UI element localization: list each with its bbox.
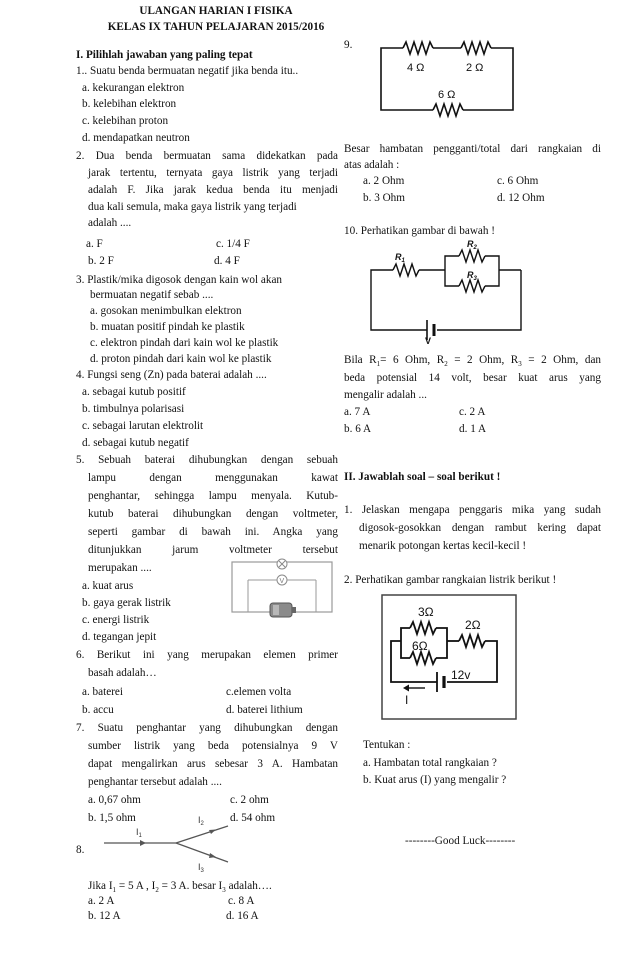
worksheet-subtitle: KELAS IX TAHUN PELAJARAN 2015/2016 bbox=[107, 21, 325, 33]
q8-option-d: d. 16 A bbox=[226, 910, 259, 922]
q9-number: 9. bbox=[344, 39, 353, 51]
q10-option-b: b. 6 A bbox=[344, 423, 372, 435]
resistor-6ohm-icon bbox=[410, 652, 436, 664]
q6-option-b: b. accu bbox=[82, 704, 114, 716]
q9-option-a: a. 2 Ohm bbox=[363, 175, 405, 187]
q4-option-a: a. sebagai kutub positif bbox=[82, 386, 186, 398]
q8-option-b: b. 12 A bbox=[88, 910, 121, 922]
q4-option-c: c. sebagai larutan elektrolit bbox=[82, 420, 204, 432]
q2-line1: 2. Dua benda bermuatan sama didekatkan pada bbox=[76, 150, 338, 162]
q2-line3: adalah F. Jika jarak kedua benda itu menjadi bbox=[88, 184, 338, 196]
label-v: V bbox=[425, 336, 432, 344]
label-i1-sub: 1 bbox=[138, 833, 142, 839]
label-r1: R bbox=[395, 252, 402, 262]
essay2-tentukan: Tentukan : bbox=[363, 739, 411, 751]
label-i3: I bbox=[198, 862, 201, 872]
resistor-3ohm-icon bbox=[410, 622, 436, 634]
essay2-circuit-diagram bbox=[381, 594, 517, 720]
q10-line1-part4: = 2 Ohm, dan bbox=[521, 354, 601, 366]
q6-line1: 6. Berikut ini yang merupakan elemen primer bbox=[76, 649, 338, 661]
q6-option-d: d. baterei lithium bbox=[226, 704, 303, 716]
q2-line5: adalah .... bbox=[88, 217, 132, 229]
q10-line1-sub2: 2 bbox=[444, 360, 448, 369]
q7-line3: dapat mengalirkan arus sebesar 3 A. Hambatan bbox=[88, 758, 338, 770]
label-r2: R bbox=[467, 240, 474, 249]
q3-line2: bermuatan negatif sebab .... bbox=[90, 289, 214, 301]
good-luck-footer: --------Good Luck-------- bbox=[405, 835, 516, 847]
q5-line4: kutub baterai dihubungkan dengan voltmeter, bbox=[88, 508, 338, 520]
resistor-2ohm-icon bbox=[461, 42, 491, 54]
q8-stem-part3: = 3 A. besar I bbox=[158, 880, 223, 892]
q10-line1-sub1: 1 bbox=[376, 360, 381, 369]
svg-text:R2 bbox=[467, 240, 478, 251]
label-i1: I bbox=[136, 827, 139, 837]
q5-option-c: c. energi listrik bbox=[82, 614, 150, 626]
label-i2-sub: 2 bbox=[200, 821, 204, 827]
q9-r2-label: 2 Ω bbox=[466, 62, 484, 74]
q10-circuit-diagram bbox=[345, 240, 535, 344]
q2-option-b: b. 2 F bbox=[88, 255, 114, 267]
resistor-6ohm-icon bbox=[433, 104, 463, 116]
q5-line3: penghantar, sehingga lampu menyala. Kutub- bbox=[88, 490, 338, 502]
q10-line1 bbox=[344, 353, 601, 372]
q8-stem-sub3: 3 bbox=[222, 886, 226, 895]
q8-stem-sub1: 1 bbox=[112, 886, 117, 895]
q10-option-d: d. 1 A bbox=[459, 423, 487, 435]
essay1-line2: digosok-gosokkan dengan rambut kering dapat bbox=[359, 522, 601, 534]
resistor-r2-icon bbox=[459, 250, 485, 262]
q8-option-a: a. 2 A bbox=[88, 895, 115, 907]
essay2-question-b: b. Kuat arus (I) yang mengalir ? bbox=[363, 774, 507, 786]
q9-resistor-circuit-diagram bbox=[377, 36, 517, 120]
q5-line5: seperti gambar di bawah ini. Angka yang bbox=[88, 526, 338, 538]
section2-heading: II. Jawablah soal – soal berikut ! bbox=[344, 471, 501, 483]
q5-option-d: d. tegangan jepit bbox=[82, 631, 157, 643]
q8-stem-part2: = 5 A , I bbox=[116, 880, 156, 892]
q4-option-d: d. sebagai kutub negatif bbox=[82, 437, 189, 449]
label-r3: R bbox=[467, 270, 474, 280]
arrow-right-icon bbox=[140, 840, 146, 846]
q8-stem-part4: adalah…. bbox=[225, 880, 272, 892]
q1-stem: 1.. Suatu benda bermuatan negatif jika benda itu.. bbox=[76, 65, 299, 77]
essay2-r2-label: 2Ω bbox=[465, 618, 481, 632]
label-i3-sub: 3 bbox=[200, 868, 204, 874]
essay2-r3-label: 6Ω bbox=[412, 639, 428, 653]
q7-line1: 7. Suatu penghantar yang dihubungkan dengan bbox=[76, 722, 338, 734]
q5-option-b: b. gaya gerak listrik bbox=[82, 597, 171, 609]
q9-line2: atas adalah : bbox=[344, 159, 400, 171]
essay2-stem: 2. Perhatikan gambar rangkaian listrik berikut ! bbox=[344, 574, 557, 586]
svg-text:R1 bbox=[395, 252, 406, 264]
svg-text:I2 bbox=[198, 816, 205, 827]
q7-line4: penghantar tersebut adalah .... bbox=[88, 776, 222, 788]
q9-r3-label: 6 Ω bbox=[438, 89, 456, 101]
q5-line1: 5. Sebuah baterai dihubungkan dengan sebuah bbox=[76, 454, 338, 466]
q2-option-c: c. 1/4 F bbox=[216, 238, 250, 250]
q4-stem: 4. Fungsi seng (Zn) pada baterai adalah .... bbox=[76, 369, 267, 381]
q5-voltmeter-circuit-diagram bbox=[228, 556, 336, 628]
current-arrow-left-icon bbox=[403, 685, 409, 692]
q5-line2: lampu dengan menggunakan kawat bbox=[88, 472, 338, 484]
label-r1-sub: 1 bbox=[401, 258, 405, 264]
q7-option-c: c. 2 ohm bbox=[230, 794, 269, 806]
q8-stem-part1: Jika I bbox=[88, 880, 113, 892]
q4-option-b: b. timbulnya polarisasi bbox=[82, 403, 185, 415]
q5-line6: ditunjukkan jarum voltmeter tersebut bbox=[88, 544, 338, 556]
resistor-2ohm-icon bbox=[459, 635, 485, 647]
q10-line3: mengalir adalah ... bbox=[344, 389, 427, 401]
q10-line2: beda potensial 14 volt, besar kuat arus yang bbox=[344, 372, 601, 384]
q1-option-a: a. kekurangan elektron bbox=[82, 82, 185, 94]
q8-number: 8. bbox=[76, 844, 85, 856]
q7-option-b: b. 1,5 ohm bbox=[88, 812, 136, 824]
q1-option-b: b. kelebihan elektron bbox=[82, 98, 177, 110]
q8-current-junction-diagram bbox=[96, 816, 336, 874]
q7-option-a: a. 0,67 ohm bbox=[88, 794, 141, 806]
q6-line2: basah adalah… bbox=[88, 667, 157, 679]
essay2-question-a: a. Hambatan total rangkaian ? bbox=[363, 757, 497, 769]
svg-text:R3 bbox=[467, 270, 478, 282]
q10-line1-sub3: 3 bbox=[518, 360, 522, 369]
svg-text:I3 bbox=[198, 862, 205, 874]
q8-option-c: c. 8 A bbox=[228, 895, 255, 907]
q6-option-c: c.elemen volta bbox=[226, 686, 292, 698]
q3-option-b: b. muatan positif pindah ke plastik bbox=[90, 321, 245, 333]
label-r3-sub: 3 bbox=[473, 276, 477, 282]
q9-line1: Besar hambatan pengganti/total dari rangkaian di bbox=[344, 143, 601, 155]
resistor-r3-icon bbox=[459, 280, 485, 292]
q10-option-c: c. 2 A bbox=[459, 406, 486, 418]
arrow-up-right-icon bbox=[209, 830, 216, 835]
q2-line2: jarak tertentu, ternyata gaya listrik yang terjadi bbox=[88, 167, 338, 179]
resistor-4ohm-icon bbox=[403, 42, 433, 54]
q1-option-c: c. kelebihan proton bbox=[82, 115, 169, 127]
q2-option-a: a. F bbox=[86, 238, 103, 250]
q7-line2: sumber listrik yang beda potensialnya 9 V bbox=[88, 740, 338, 752]
essay1-line1: 1. Jelaskan mengapa penggaris mika yang sudah bbox=[344, 504, 601, 516]
q2-line4: dua kali semula, maka gaya listrik yang terjadi bbox=[88, 201, 297, 213]
q5-option-a: a. kuat arus bbox=[82, 580, 134, 592]
q6-option-a: a. baterei bbox=[82, 686, 123, 698]
q10-line1-part2: = 6 Ohm, R bbox=[380, 354, 445, 366]
worksheet-title: ULANGAN HARIAN I FISIKA bbox=[139, 5, 293, 17]
q10-line1-part1: Bila R bbox=[344, 354, 377, 366]
svg-text:I1 bbox=[136, 827, 143, 839]
essay2-voltage-label: 12v bbox=[451, 668, 471, 682]
svg-text:V: V bbox=[279, 578, 285, 585]
q8-stem-sub2: 2 bbox=[155, 886, 159, 895]
q9-option-c: c. 6 Ohm bbox=[497, 175, 539, 187]
q1-option-d: d. mendapatkan neutron bbox=[82, 132, 190, 144]
q9-option-d: d. 12 Ohm bbox=[497, 192, 545, 204]
q10-line1-part3: = 2 Ohm, R bbox=[447, 354, 519, 366]
q9-option-b: b. 3 Ohm bbox=[363, 192, 405, 204]
q10-stem: 10. Perhatikan gambar di bawah ! bbox=[344, 225, 495, 237]
q5-line7: merupakan .... bbox=[88, 562, 152, 574]
essay2-current-label: I bbox=[405, 693, 409, 707]
q2-option-d: d. 4 F bbox=[214, 255, 240, 267]
resistor-r1-icon bbox=[393, 264, 419, 276]
label-r2-sub: 2 bbox=[473, 245, 477, 251]
essay2-r1-label: 3Ω bbox=[418, 605, 434, 619]
q9-r1-label: 4 Ω bbox=[407, 62, 425, 74]
q10-option-a: a. 7 A bbox=[344, 406, 371, 418]
section1-heading: I. Pilihlah jawaban yang paling tepat bbox=[76, 49, 253, 61]
q7-option-d: d. 54 ohm bbox=[230, 812, 276, 824]
q3-option-a: a. gosokan menimbulkan elektron bbox=[90, 305, 242, 317]
q3-option-c: c. elektron pindah dari kain wol ke plastik bbox=[90, 337, 279, 349]
label-i2: I bbox=[198, 816, 201, 825]
essay1-line3: menarik potongan kertas kecil-kecil ! bbox=[359, 540, 527, 552]
q3-line1: 3. Plastik/mika digosok dengan kain wol akan bbox=[76, 274, 283, 286]
q3-option-d: d. proton pindah dari kain wol ke plastik bbox=[90, 353, 272, 365]
